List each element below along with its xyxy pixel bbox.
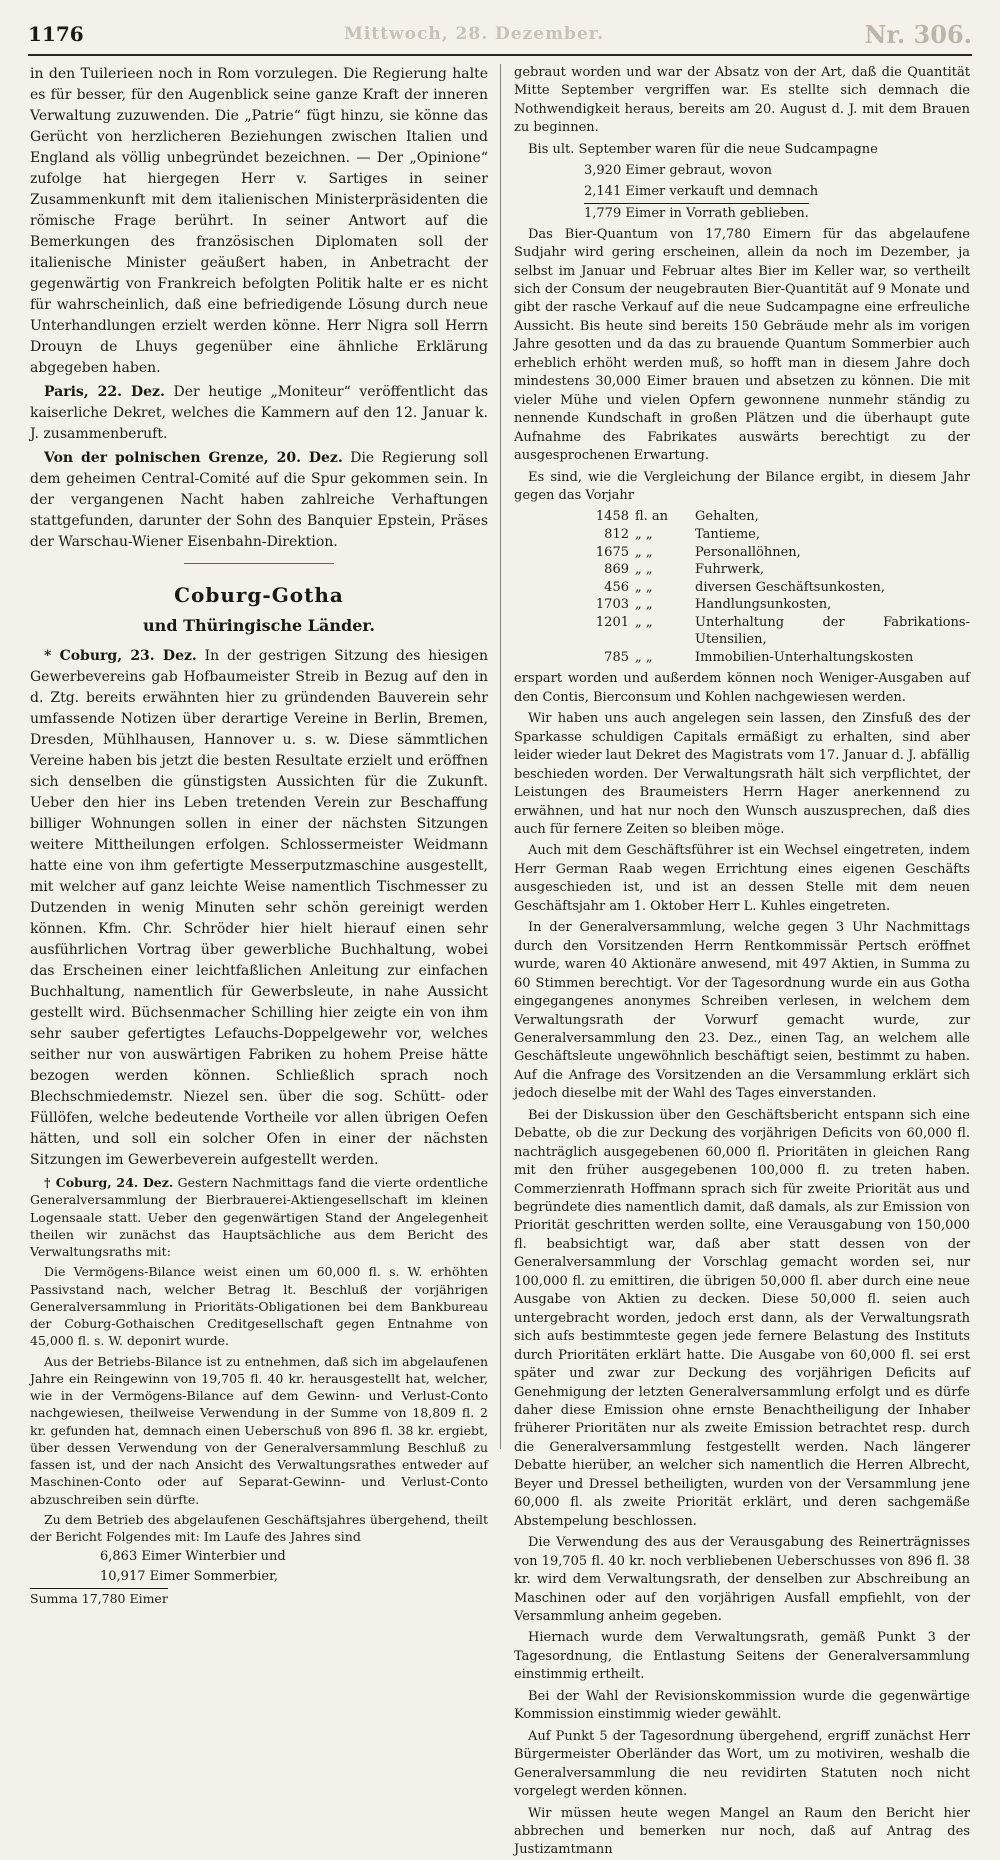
sud-verkauft: 2,141 Eimer verkauft und demnach <box>584 183 819 199</box>
table-cell-unit: „ „ <box>635 649 653 665</box>
table-cell-amount: 1703 <box>595 597 629 613</box>
paragraph-entlastung: Hiernach wurde dem Verwaltungsrath, gemäß Punkt 3 der Tagesordnung, die Entlastung Seitens der Generalversammlung einstimmig ertheilt. <box>514 1630 970 1683</box>
article-coburg-brauerei-text: Gestern Nachmittags fand die vierte ordentliche Generalversammlung der Bierbrauerei-Aktiengesellschaft im kleinen Logensaale statt. Ueber den gegenwärtigen Stand der Angelegenheit theilen wir zunächst das Hauptsächliche aus dem Bericht des Verwaltungsraths mit: <box>30 1175 489 1259</box>
beer-sum <box>30 1588 488 1607</box>
table-row <box>554 544 970 562</box>
paragraph-sparkasse: Wir haben uns auch angelegen sein lassen, den Zinsfuß des der Sparkasse schuldigen Capitals ermäßigt zu erhalten, sind aber leider wieder laut Dekret des Magistrats vom 17. Januar d. J. abfällig beschieden worden. Der Verwaltungsrath hält sich verpflichtet, der Leistungen des Braumeisters Herrn Hager anerkennend zu erwähnen, und hat nur noch den Wunsch auszusprechen, daß dies auch für fernere Zeiten so bleiben möge. <box>514 711 970 837</box>
sud-vorrath-text: 1,779 Eimer in Vorrath geblieben. <box>584 203 809 223</box>
paragraph-punkt5: Auf Punkt 5 der Tagesordnung übergehend, ergriff zunächst Herr Bürgermeister Oberländer das Wort, um zu motiviren, weshalb die Generalversammlung die neu revidirten Statuten noch nicht vorgelegt werden können. <box>514 1728 970 1800</box>
table-row <box>554 596 970 614</box>
header-date: Mittwoch, 28. Dezember. <box>344 24 605 44</box>
paragraph-geschaeftsfuehrer: Auch mit dem Geschäftsführer ist ein Wechsel eingetreten, indem Herr German Raab wegen Errichtung eines eigenen Geschäfts ausgeschieden ist, und ist an dessen Stelle mit dem neuen Geschäftsjahr am 1. Oktober Herr L. Kuhles eingetreten. <box>514 843 970 914</box>
dateline-coburg-23: * Coburg, 23. Dez. <box>44 648 197 664</box>
table-cell-unit: fl. an <box>635 509 669 525</box>
beer-summer: 10,917 Eimer Sommerbier, <box>100 1569 279 1585</box>
article-paris <box>30 382 488 445</box>
table-cell-unit: „ „ <box>635 526 653 542</box>
table-cell-amount: 1675 <box>595 544 629 560</box>
table-cell-unit: „ „ <box>635 597 653 613</box>
table-cell-amount: 785 <box>604 649 629 665</box>
paragraph-sud-intro: Bis ult. September waren für die neue Sudcampagne <box>528 141 878 157</box>
table-cell-label: Handlungsunkosten, <box>695 597 832 613</box>
article-coburg-gewerbeverein-text: In der gestrigen Sitzung des hiesigen Gewerbevereins gab Hofbaumeister Streib in Bezug auf den in d. Ztg. bereits erwähnten hier zu gründenden Bauverein sehr umfassende Notizen über derartige Vereine in Berlin, Bremen, Dresden, Mühlhausen, Hannover u. s. w. Diese sämmtlichen Vereine haben bis jetzt die besten Resultate erzielt und eröffnen sich denselben die günstigsten Aussichten für die Zukunft. Ueber den hier ins Leben tretenden Verein zur Beschaffung billiger Wohnungen sollen in einer der nächsten Sitzungen weitere Mittheilungen erfolgen. Schlossermeister Weidmann hatte eine von ihm gefertigte Messerputzmaschine ausgestellt, mit welcher auf ganz leichte Weise namentlich Tischmesser zu Dutzenden in wenig Minuten sehr schön gereinigt werden können. Kfm. Chr. Schröder hier hielt hierauf einen sehr ausführlichen Vortrag über gewerbliche Buchhaltung, wobei das Erscheinen einer leichtfaßlichen Anleitung zur einfachen Buchhaltung, namentlich für Gewerbsleute, in nahe Aussicht gestellt wird. Büchsenmacher Schilling hier zeigte ein von ihm sehr sauber gefertigtes Lefauchs-Doppelgewehr vor, welches seither nur von auswärtigen Fabriken zu hohem Preise hätte bezogen werden können. Schließlich sprach noch Blechschmiedemstr. Niezel sen. über die sog. Schütt- oder Füllöfen, welche bedeutende Vortheile vor allen übrigen Oefen hätten, und soll ein solcher Ofen in einer der nächsten Sitzungen im Gewerbeverein aufgestellt werden. <box>30 648 488 1168</box>
paragraph-vermoegen: Die Vermögens-Bilance weist einen um 60,000 fl. s. W. erhöhten Passivstand nach, welcher Betrag lt. Beschluß der vorjährigen Generalversammlung in Prioritäts-Obligationen bei dem Bankbureau der Coburg-Gothaischen Creditgesellschaft gegen Entnahme von 45,000 fl. s. W. deponirt wurde. <box>30 1264 488 1349</box>
table-cell-amount: 812 <box>604 526 629 542</box>
dateline-poland: Von der polnischen Grenze, 20. Dez. <box>44 450 343 466</box>
page-header <box>28 14 972 56</box>
paragraph-geschaeftsjahr: Zu dem Betrieb des abgelaufenen Geschäftsjahres übergehend, theilt der Bericht Folgendes mit: Im Laufe des Jahres sind <box>30 1511 488 1544</box>
paragraph-generalversammlung: In der Generalversammlung, welche gegen 3 Uhr Nachmittags durch den Vorsitzenden Herrn Rentkommissär Pertsch eröffnet wurde, waren 40 Aktionäre anwesend, mit 497 Aktien, in Summa zu 60 Stimmen berechtigt. Vor der Tagesordnung wurde ein aus Gotha eingegangenes anonymes Schreiben verlesen, in welchem dem Verwaltungsrath der Vorwurf gemacht wurde, zur Generalversammlung den 23. Dez., einen Tag, an welchem alle Geschäftsleute ungewöhnlich beschäftigt seien, bestimmt zu haben. Auf die Anfrage des Vorsitzenden an die Versammlung erklärt sich jedoch dieselbe mit der Wahl des Tages einverstanden. <box>514 920 970 1102</box>
table-row <box>554 649 970 667</box>
paragraph-bilanz: Es sind, wie die Vergleichung der Bilance ergibt, in diesem Jahr gegen das Vorjahr <box>514 469 970 503</box>
article-italy: in den Tuilerieen noch in Rom vorzulegen. Die Regierung halte es für besser, für den Augenblick seine ganze Kraft der inneren Verwaltung zuzuwenden. Die „Patrie“ fügt hinzu, sie könne das Gerücht von herzlicheren Beziehungen zwischen Italien und England als völlig unbegründet bezeichnen. — Der „Opinione“ zufolge hat hiergegen Herr v. Sartiges in seiner Zusammenkunft mit dem italienischen Ministerpräsidenten die römische Frage berührt. In seiner Antwort auf die Bemerkungen des französischen Diplomaten soll der italienische Minister geäußert haben, in Anbetracht der gegenwärtig von Frankreich befolgten Politik halte er es nicht für wahrscheinlich, daß eine befriedigende Lösung durch neue Unterhandlungen erzielt werden könne. Herr Nigra soll Herrn Drouyn de Lhuys gegenüber eine ähnliche Erklärung abgegeben haben. <box>30 66 488 376</box>
paragraph-verwendung: Die Verwendung des aus der Verausgabung des Reinerträgnisses von 19,705 fl. 40 kr. noch verbliebenen Ueberschusses von 896 fl. 38 kr. wird dem Verwaltungsrath, der denselben zur Abschreibung an Maschinen oder auf den vorjährigen Ausfall empfiehlt, von der Versammlung anheim gegeben. <box>514 1535 970 1624</box>
table-row <box>554 614 970 649</box>
article-poland <box>30 448 488 553</box>
table-cell-label: Tantieme, <box>695 526 761 542</box>
right-column <box>514 64 970 1858</box>
beer-sum-text: Summa 17,780 Eimer <box>30 1588 168 1607</box>
section-divider <box>184 563 334 564</box>
sud-gebraut: 3,920 Eimer gebraut, wovon <box>584 163 773 179</box>
table-cell-unit: „ „ <box>635 562 653 578</box>
table-cell-unit: „ „ <box>635 614 653 630</box>
table-row <box>554 508 970 526</box>
table-cell-amount: 1458 <box>595 509 629 525</box>
article-coburg-brauerei-intro <box>30 1174 488 1260</box>
column-divider <box>500 64 501 1449</box>
page-number: 1176 <box>28 22 84 46</box>
table-cell-label: Personallöhnen, <box>695 544 801 560</box>
paragraph-schluss: Wir müssen heute wegen Mangel an Raum den Bericht hier abbrechen und bemerken nur noch, daß auf Antrag des Justizamtmann <box>514 1805 970 1858</box>
table-cell-label: Immobilien-Unterhaltungskosten <box>695 649 914 665</box>
dateline-coburg-24: † Coburg, 24. Dez. <box>44 1175 174 1190</box>
table-row <box>554 561 970 579</box>
sud-vorrath <box>584 203 970 223</box>
table-cell-amount: 456 <box>604 579 629 595</box>
savings-table <box>554 508 970 666</box>
article-coburg-brauerei <box>30 1174 488 1607</box>
table-cell-amount: 869 <box>604 562 629 578</box>
table-row <box>554 526 970 544</box>
paragraph-betrieb: Aus der Betriebs-Bilance ist zu entnehmen, daß sich im abgelaufenen Jahre ein Reingewinn von 19,705 fl. 40 kr. herausgestellt hat, welcher, wie in der Vermögens-Bilance auf dem Gewinn- und Verlust-Conto nachgewiesen, theilweise Verwendung in der Summe von 18,809 fl. 2 kr. gefunden hat, demnach einen Ueberschuß von 896 fl. 38 kr. ergiebt, über dessen Verwendung von der Generalversammlung Beschluß zu fassen ist, und der nach Ansicht des Verwaltungsrathes entweder auf Maschinen-Conto oder auf Separat-Gewinn- und Verlust-Conto abzuschreiben sein dürfte. <box>30 1353 488 1507</box>
paragraph-revision: Bei der Wahl der Revisionskommission wurde die gegenwärtige Kommission einstimmig wieder gewählt. <box>514 1688 970 1723</box>
table-cell-label: Gehalten, <box>695 509 759 525</box>
table-cell-label: Fuhrwerk, <box>695 562 765 578</box>
table-cell-amount: 1201 <box>595 614 629 630</box>
table-cell-label: diversen Geschäftsunkosten, <box>695 579 886 595</box>
paragraph-bierquantum: Das Bier-Quantum von 17,780 Eimern für das abgelaufene Sudjahr wird gering erscheinen, allein da noch im Dezember, ja selbst im Januar und Februar altes Bier im Keller war, so vertheilt sich der Consum der neugebrauten Bier-Quantität auf 9 Monate und gibt der rasche Verkauf auf die neue Sudcampagne eine erfreuliche Aussicht. Bis heute sind bereits 150 Gebräude mehr als im vorigen Jahre gesotten und da das zu brauende Quantum Sommerbier auch erheblich erhöht werden muß, so hofft man in diesem Jahre doch mindestens 30,000 Eimer brauen und absetzen zu können. Die mit vieler Mühe und vielen Opfern gewonnene nunmehr ständig zu nennende Kundschaft in großen Plätzen und die überhaupt gute Aufnahme des Fabrikates auswärts berechtigt zu der ausgesprochenen Erwartung. <box>514 226 970 464</box>
table-cell-label: Unterhaltung der Fabrikations-Utensilien, <box>695 614 970 648</box>
left-column <box>30 64 489 1607</box>
paragraph-diskussion: Bei der Diskussion über den Geschäftsbericht entspann sich eine Debatte, ob die zur Deckung des vorjährigen Deficits von 60,000 fl. nachträglich ausgegebenen 60,000 fl. Prioritäten in gleichen Rang mit den früher ausgegebenen 100,000 fl. zu treten haben. Commerzienrath Hoffmann sprach sich für zweite Priorität aus und begründete dies namentlich damit, daß damals, als zur Emission von Priorität geschritten werden sollte, eine Verausgabung von 150,000 fl. beabsichtigt war, daß aber statt dessen von der Generalversammlung der Vorschlag gemacht worden sei, nur 100,000 fl. zu emittiren, die übrigen 50,000 fl. aber durch eine neue Ausgabe von Aktien zu decken. Diese 50,000 fl. seien auch untergebracht worden, jedoch erst dann, als der Verwaltungsrath sich aufs bestimmteste gegen jede fernere Belastung des Instituts durch Prioritäten erklärt hatte. Die Ausgabe von 60,000 fl. sei erst später und zwar zur Deckung des vorjährigen Deficits auf Genehmigung der letzten Generalversammlung erfolgt und es dürfe daher diese Emission ohne ernste Benachtheiligung der Inhaber früherer Prioritäten nur als zweite Emission betrachtet resp. durch die Generalversammlung festgestellt werden. Nach längerer Debatte hierüber, an welcher sich namentlich die Herren Albrecht, Beyer und Dressel betheiligten, wurden von der Versammlung jene 60,000 fl. als zweite Priorität erklärt, und deren sachgemäße Abstempelung beschlossen. <box>514 1107 970 1529</box>
article-paris-text: Der heutige „Moniteur“ veröffentlicht das kaiserliche Dekret, welches die Kammern auf den 12. Januar k. J. zusammenberuft. <box>30 384 489 442</box>
section-title: Coburg-Gotha <box>174 583 344 607</box>
paragraph-absatz: gebraut worden und war der Absatz von der Art, daß die Quantität Mitte September vergriffen war. Es stellte sich demnach die Nothwendigkeit heraus, bereits am 20. August d. J. mit dem Brauen zu beginnen. <box>514 65 970 136</box>
dateline-paris: Paris, 22. Dez. <box>44 384 165 400</box>
section-subtitle: und Thüringische Länder. <box>143 616 375 635</box>
article-poland-text: Die Regierung soll dem geheimen Central-Comité auf die Spur gekommen sein. In der vergangenen Nacht haben zahlreiche Verhaftungen stattgefunden, darunter der Sohn des Banquier Epstein, Präses der Warschau-Wiener Eisenbahn-Direktion. <box>30 450 489 550</box>
table-cell-unit: „ „ <box>635 579 653 595</box>
table-cell-unit: „ „ <box>635 544 653 560</box>
table-row <box>554 579 970 597</box>
article-coburg-gewerbeverein <box>30 646 488 1171</box>
beer-winter: 6,863 Eimer Winterbier und <box>100 1549 286 1565</box>
issue-number: Nr. 306. <box>864 19 972 49</box>
paragraph-erspart: erspart worden und außerdem können noch Weniger-Ausgaben auf den Contis, Bierconsum und Kohlen nachgewiesen werden. <box>514 671 970 705</box>
